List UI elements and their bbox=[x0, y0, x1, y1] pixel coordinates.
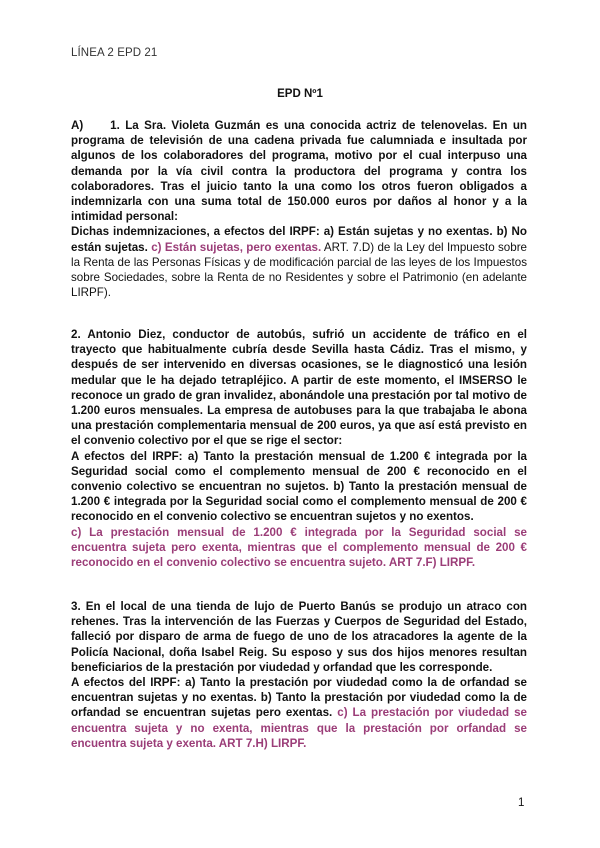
question-2 bbox=[71, 327, 527, 570]
question-1 bbox=[71, 118, 527, 300]
section-label: A) bbox=[71, 119, 84, 132]
question-1-reference: ART. 7.D) de la Ley del Impuesto sobre la Renta de las Personas Físicas y de modificación parcial de las leyes de los Impuestos sobre Sociedades, sobre la Renta de no Residentes y sobre el Patrimonio (en adelante LIRPF). bbox=[71, 240, 527, 300]
question-3 bbox=[71, 599, 527, 751]
question-2-statement: 2. Antonio Diez, conductor de autobús, sufrió un accidente de tráfico en el trayecto que habitualmente cubría desde Sevilla hasta Cádiz. Tras el mismo, y después de ser intervenido en diversas ocasiones, se le diagnosticó una lesión medular que le ha dejado tetrapléjico. A partir de este momento, el IMSERSO le reconoce un grado de gran invalidez, abonándole una prestación por tal motivo de 1.200 euros mensuales. La empresa de autobuses para la que trabajaba le abona una prestación complementaria mensual de 200 euros, ya que así está previsto en el convenio colectivo por el que se rige el sector: bbox=[71, 328, 527, 448]
question-1-number: 1. bbox=[110, 119, 120, 132]
page-number: 1 bbox=[518, 797, 525, 809]
question-1-statement: La Sra. Violeta Guzmán es una conocida actriz de telenovelas. En un programa de televisión de una cadena privada fue calumniada e insultada por algunos de los colaboradores del programa, motivo por el cual interpuso una demanda por la vía civil contra la productora del programa y contra los colaboradores. Tras el juicio tanto la una como los otros fueron obligados a indemnizarla con una suma total de 150.000 euros por daños al honor y a la intimidad personal: bbox=[71, 119, 527, 224]
question-3-answer: c) La prestación por viudedad se encuentra sujeta y no exenta, mientras que la prestación por orfandad se encuentra sujeta y exenta. ART 7.H) LIRPF. bbox=[71, 706, 527, 750]
document-header: LÍNEA 2 EPD 21 bbox=[71, 47, 158, 59]
question-2-options: A efectos del IRPF: a) Tanto la prestación mensual de 1.200 € integrada por la Seguridad social como el complemento mensual de 200 € reconocido en el convenio colectivo se encuentran no sujetos. b) Tanto la prestación mensual de 1.200 € integrada por la Seguridad social como el complemento mensual de 200 € reconocido en el convenio colectivo se encuentran sujetos y no exentos. bbox=[71, 449, 527, 524]
question-1-answer: c) Están sujetas, pero exentas. bbox=[151, 240, 322, 254]
question-2-answer: c) La prestación mensual de 1.200 € integrada por la Seguridad social se encuentra sujeta pero exenta, mientras que el complemento mensual de 200 € reconocido en el convenio colectivo se encuentra sujeto. ART 7.F) LIRPF. bbox=[71, 525, 527, 570]
page-title: EPD Nº1 bbox=[277, 88, 323, 100]
question-3-options: A efectos del IRPF: a) Tanto la prestación por viudedad como la de orfandad se encuentran sujetas y no exentas. b) Tanto la prestación por viudedad como la de orfandad se encuentran sujetas pero exentas. bbox=[71, 676, 527, 720]
question-1-options: Dichas indemnizaciones, a efectos del IRPF: a) Están sujetas y no exentas. b) No están sujetas. bbox=[71, 225, 527, 254]
question-3-statement: 3. En el local de una tienda de lujo de Puerto Banús se produjo un atraco con rehenes. Tras la intervención de las Fuerzas y Cuerpos de Seguridad del Estado, falleció por disparo de arma de fuego de uno de los atracadores la agente de la Policía Nacional, doña Isabel Reig. Su esposo y sus dos hijos menores resultan beneficiarios de la prestación por viudedad y orfandad que les corresponde. bbox=[71, 600, 527, 674]
